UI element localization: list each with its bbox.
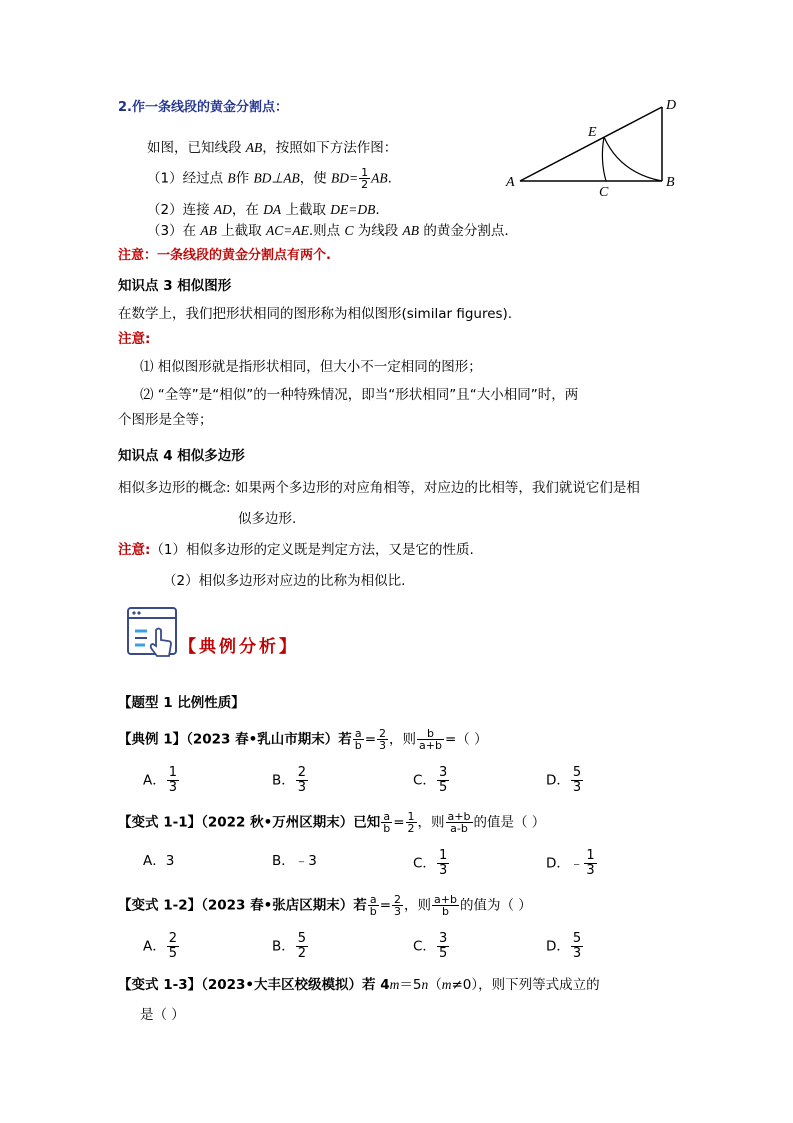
q2-option-b[interactable]: B．﹣3: [272, 853, 317, 869]
q3-option-d[interactable]: D． $\frac{5}{3}$: [546, 931, 582, 961]
label-a: A: [506, 175, 515, 190]
section2-note: 注意：一条线段的黄金分割点有两个.: [118, 248, 331, 263]
arc-ce: [602, 137, 606, 181]
banner-title: 【典例分析】: [179, 637, 299, 657]
arc-eb: [604, 137, 662, 181]
step-1: （1）经过点 B作 BD⊥AB，使 BD= $\frac{1}{2}$ AB.: [147, 166, 392, 191]
kp3-item-1: ⑴ 相似图形就是指形状相同，但大小不一定相同的图形；: [140, 359, 482, 375]
screen-pointer-icon: [125, 604, 181, 662]
label-c: C: [599, 185, 609, 200]
q1-option-a[interactable]: A． $\frac{1}{3}$: [143, 765, 178, 795]
segment-ad: [520, 107, 662, 181]
q1-option-d[interactable]: D． $\frac{5}{3}$: [546, 765, 582, 795]
kp3-item-2b: 个图形是全等；: [118, 412, 213, 428]
intro-text: 如图，已知线段 AB，按照如下方法作图：: [147, 140, 398, 156]
section-heading: 2.作一条线段的黄金分割点：: [118, 100, 288, 115]
q2-option-d[interactable]: D．﹣ $\frac{1}{3}$: [546, 848, 595, 878]
golden-section-diagram: [500, 95, 690, 200]
kp3-note-label: 注意:: [118, 331, 151, 347]
q3-option-c[interactable]: C． $\frac{3}{5}$: [413, 931, 448, 961]
type1-heading: 【题型 1 比例性质】: [118, 695, 245, 711]
kp3-text: 在数学上，我们把形状相同的图形称为相似图形(similar figures).: [118, 306, 513, 322]
q3-option-a[interactable]: A． $\frac{2}{5}$: [143, 931, 178, 961]
q2-option-a[interactable]: A．3: [143, 853, 175, 869]
label-d: D: [666, 98, 677, 113]
question-1: 【典例 1】（2023 春•乳山市期末）若 $\frac{a}{b}$ = $\frac{2}{3}$ ，则 $\frac{b}{a+b}$ =（ ）: [118, 727, 488, 752]
label-e: E: [588, 125, 597, 140]
kp4-note: 注意:（1）相似多边形的定义既是判定方法，又是它的性质.: [118, 542, 474, 558]
step-3: （3）在 AB 上截取 AC=AE.则点 C 为线段 AB 的黄金分割点.: [147, 223, 509, 239]
q1-option-b[interactable]: B． $\frac{2}{3}$: [272, 765, 307, 795]
label-b: B: [666, 175, 675, 190]
kp4-heading: 知识点 4 相似多边形: [118, 448, 245, 464]
question-3: 【变式 1-2】（2023 春•张店区期末）若 $\frac{a}{b}$ = $\frac{2}{3}$ ，则 $\frac{a+b}{b}$ 的值为（ ）: [118, 893, 532, 918]
question-4: 【变式 1-3】（2023•大丰区校级模拟）若 4m＝5n（m≠0），则下列等式成立的: [118, 977, 600, 993]
kp4-item-2: （2）相似多边形对应边的比称为相似比.: [163, 573, 406, 589]
question-2: 【变式 1-1】（2022 秋•万州区期末）已知 $\frac{a}{b}$ = $\frac{1}{2}$ ，则 $\frac{a+b}{a-b}$ 的值是（ ）: [118, 810, 546, 835]
question-4-line-2: 是（ ）: [140, 1007, 185, 1023]
q2-option-c[interactable]: C． $\frac{1}{3}$: [413, 848, 448, 878]
step-2: （2）连接 AD，在 DA 上截取 DE=DB.: [147, 202, 380, 218]
q3-option-b[interactable]: B． $\frac{5}{2}$: [272, 931, 307, 961]
q1-option-c[interactable]: C． $\frac{3}{5}$: [413, 765, 448, 795]
kp4-def-a: 相似多边形的概念: 如果两个多边形的对应角相等，对应边的比相等，我们就说它们是相: [118, 480, 640, 496]
kp4-def-b: 似多边形.: [238, 511, 297, 527]
kp3-heading: 知识点 3 相似图形: [118, 278, 232, 294]
kp3-item-2a: ⑵ “全等”是“相似”的一种特殊情况，即当“形状相同”且“大小相同”时，两: [140, 387, 579, 403]
